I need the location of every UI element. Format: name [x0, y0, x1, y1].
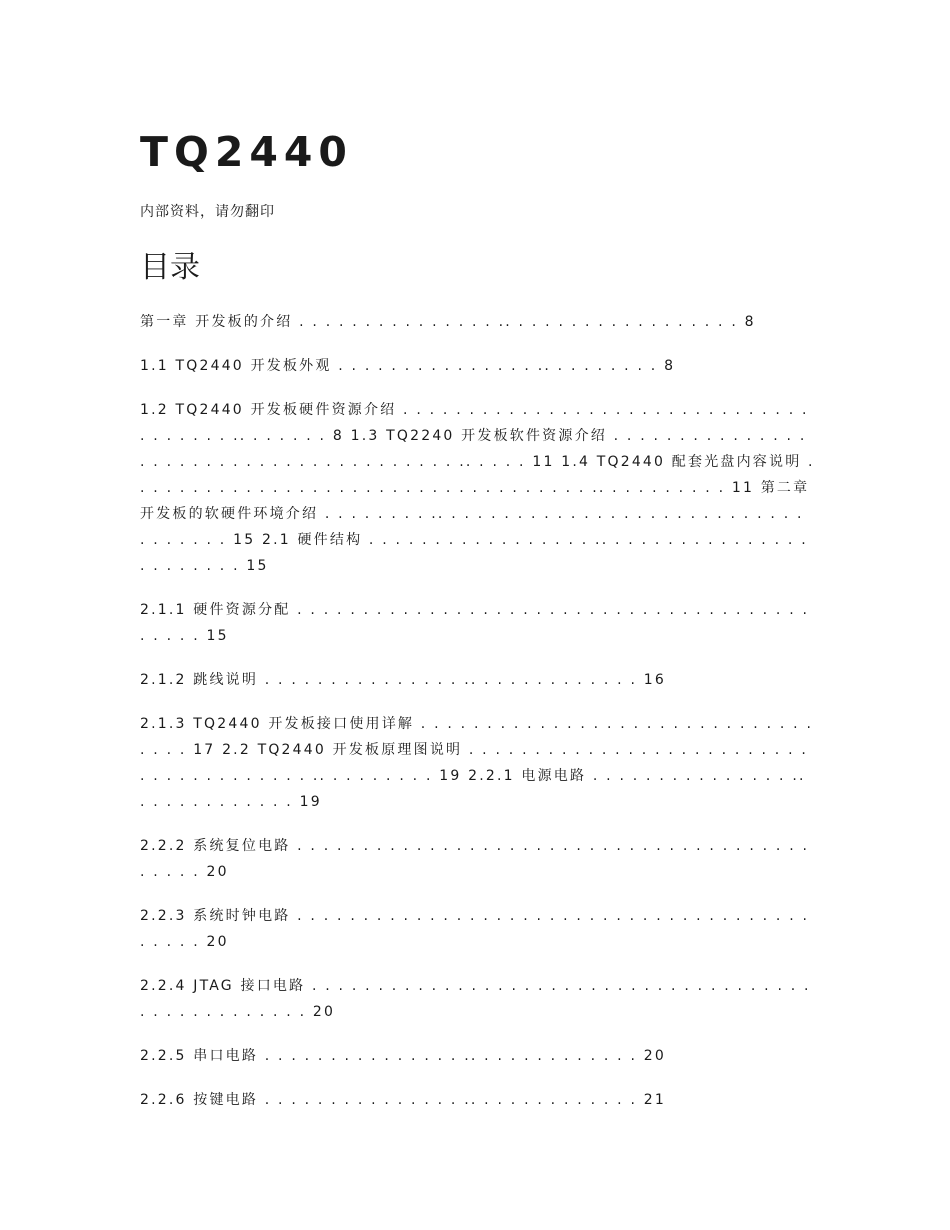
- toc-entry-chapter-1[interactable]: 第一章 开发板的介绍 . . . . . . . . . . . . . . . .. . . . . . . . . . . . . . . . . . 8: [140, 314, 756, 330]
- document-subtitle: 内部资料，请勿翻印: [140, 204, 275, 220]
- toc-entry-2-2-5[interactable]: 2.2.5 串口电路 . . . . . . . . . . . . . . . .. . . . . . . . . . . . . 20: [140, 1048, 666, 1064]
- toc-entry-2-1-3-block[interactable]: 2.1.3 TQ2440 开发板接口使用详解 . . . . . . . . . . . . . . . . . . . . . . . . . . . . . . . . . . 17 2.2 TQ2440 开发板原理图说明 . . . . . . . . . . . . . . . . . . . . . . . . . . . . . . . . . . . . . . . .. . . . . . . . . 19 2.2.1 电源电路 . . . . . . . . . . . . . . . .. . . . . . . . . . . . . 19: [140, 716, 814, 810]
- toc-entry-1-2-block[interactable]: 1.2 TQ2440 开发板硬件资源介绍 . . . . . . . . . . . . . . . . . . . . . . . . . . . . . . . . . . . . . . .. . . . . . . 8 1.3 TQ2240 开发板软件资源介绍 . . . . . . . . . . . . . . . . . . . . . . . . . . . . . . . . . . . . . . . .. . . . . 11 1.4 TQ2440 配套光盘内容说明 . . . . . . . . . . . . . . . . . . . . . . . . . . . . . . . . . . . .. . . . . . . . . . 11 第二章 开发板的软硬件环境介绍 . . . . . . . . .. . . . . . . . . . . . . . . . . . . . . . . . . . . . . . . . . . . 15 2.1 硬件结构 . . . . . . . . . . . . . . . . . .. . . . . . . . . . . . . . . . . . . . . . . . 15: [140, 402, 815, 574]
- table-of-contents: [140, 309, 815, 1131]
- toc-entry-2-1-2[interactable]: 2.1.2 跳线说明 . . . . . . . . . . . . . . . .. . . . . . . . . . . . . 16: [140, 672, 666, 688]
- toc-entry-2-2-2[interactable]: 2.2.2 系统复位电路 . . . . . . . . . . . . . . . . . . . . . . . . . . . . . . . . . . . . . . . . . . . . 20: [140, 838, 810, 880]
- toc-entry-2-1-1[interactable]: 2.1.1 硬件资源分配 . . . . . . . . . . . . . . . . . . . . . . . . . . . . . . . . . . . . . . . . . . . . 15: [140, 602, 810, 644]
- toc-entry-2-2-6[interactable]: 2.2.6 按键电路 . . . . . . . . . . . . . . . .. . . . . . . . . . . . . 21: [140, 1092, 666, 1108]
- document-title: TQ2440: [140, 128, 353, 176]
- toc-entry-2-2-4[interactable]: 2.2.4 JTAG 接口电路 . . . . . . . . . . . . . . . . . . . . . . . . . . . . . . . . . . . . . . . . . . . . . . . . . . . 20: [140, 978, 811, 1020]
- toc-entry-1-1[interactable]: 1.1 TQ2440 开发板外观 . . . . . . . . . . . . . . . .. . . . . . . . . 8: [140, 358, 676, 374]
- toc-heading: 目录: [140, 250, 200, 285]
- toc-entry-2-2-3[interactable]: 2.2.3 系统时钟电路 . . . . . . . . . . . . . . . . . . . . . . . . . . . . . . . . . . . . . . . . . . . . 20: [140, 908, 810, 950]
